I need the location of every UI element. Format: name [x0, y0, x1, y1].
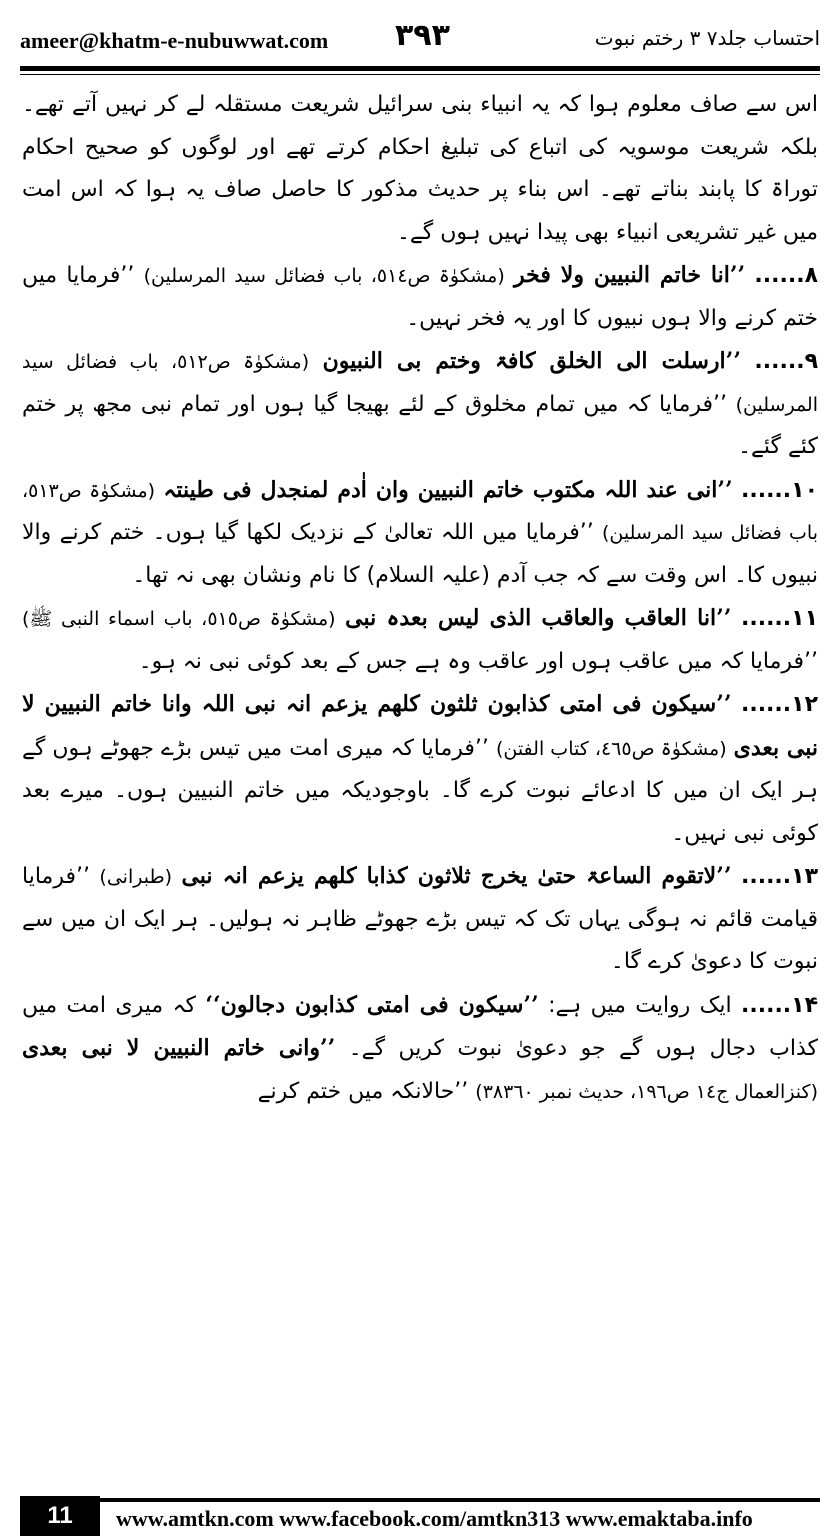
- hadith-item-14: [22, 984, 818, 1114]
- hadith-item-8: [22, 254, 818, 340]
- page-footer: [20, 1496, 820, 1536]
- source-citation: (مشکوٰۃ ص٥١٣، باب فضائل سید المرسلین): [22, 479, 818, 544]
- arabic-text: ’’لاتقوم الساعۃ حتیٰ یخرج ثلاثون کذابا کلھم یزعم انہ نبی: [181, 863, 732, 889]
- source-citation: (مشکوٰۃ ص٤٦٥، کتاب الفتن): [495, 737, 727, 760]
- translation-text: ’’فرمایا کہ میری امت میں تیس بڑے جھوٹے ہوں گے ہر ایک ان میں کا ادعائے نبوت کرے گا۔ باوجودیکہ میں خاتم النبیین ہوں۔ میرے بعد کوئی نبی نہیں۔: [22, 735, 818, 846]
- hadith-item-10: [22, 469, 818, 598]
- header-rule-thin: [20, 74, 820, 75]
- arabic-text: ’’انا العاقب والعاقب الذی لیس بعدہ نبی: [345, 605, 732, 631]
- arabic-text: ’’سیکون فی امتی کذابون دجالون‘‘: [205, 991, 539, 1018]
- item-number: ۱۱......: [741, 606, 818, 631]
- translation-text: ’’فرمایا میں ختم کرنے والا ہوں نبیوں کا اور یہ فخر نہیں۔: [22, 263, 818, 331]
- translation-text: ’’فرمایا کہ میں تمام مخلوق کے لئے بھیجا گیا ہوں اور تمام نبی مجھ پر ختم کئے گئے۔: [22, 391, 818, 459]
- source-citation: (مشکوٰۃ ص٥١٤، باب فضائل سید المرسلین): [143, 265, 505, 287]
- source-citation: (مشکوٰۃ ص٥١٥، باب اسماء النبی ﷺ): [22, 608, 336, 630]
- arabic-text: ’’سیکون فی امتی کذابون ثلثون کلھم یزعم انہ نبی اللہ وانا خاتم النبیین لا نبی بعدی: [22, 691, 818, 761]
- arabic-text: ’’انا خاتم النبیین ولا فخر: [514, 262, 746, 288]
- translation-text: ’’فرمایا کہ میں عاقب ہوں اور عاقب وہ ہے جس کے بعد کوئی نبی نہ ہو۔: [138, 648, 818, 674]
- hadith-item-13: [22, 855, 818, 984]
- hadith-item-12: [22, 683, 818, 855]
- item-number: ۱۰......: [741, 477, 818, 503]
- item-number: ۱۲......: [740, 692, 818, 717]
- translation-text: ’’فرمایا قیامت قائم نہ ہوگی یہاں تک کہ تیس بڑے جھوٹے ظاہر نہ ہولیں۔ ہر ایک ان میں سے نبوت کا دعویٰ کرے گا۔: [22, 864, 818, 974]
- hadith-item-11: [22, 597, 818, 683]
- arabic-text: ’’ارسلت الی الخلق کافۃ وختم بی النبیون: [322, 348, 741, 374]
- page-content: [22, 84, 818, 1476]
- item-number: ۹......: [754, 349, 818, 374]
- translation-text-2: ’’حالانکہ میں ختم کرنے: [257, 1078, 469, 1104]
- body-paragraph: اس سے صاف معلوم ہوا کہ یہ انبیاء بنی سرائیل شریعت مستقلہ لے کر نہیں آتے تھے۔ بلکہ شریعت موسویہ کی اتباع کی تبلیغ احکام کرتے تھے اور لوگوں کو صحیح احکام توراۃ کا پابند بناتے تھے۔ اس بناء پر حدیث مذکور کا حاصل صاف یہ ہوا کہ اس امت میں غیر تشریعی انبیاء بھی پیدا نہیں ہوں گے۔: [22, 92, 818, 245]
- item-number: ۸......: [754, 263, 818, 288]
- arabic-text: ’’انی عند اللہ مکتوب خاتم النبیین وان اٰدم لمنجدل فی طینتہ: [163, 476, 733, 503]
- item-number: ۱۳......: [741, 864, 818, 889]
- footer-urls: www.amtkn.com www.facebook.com/amtkn313 www.emaktaba.info: [116, 1506, 753, 1531]
- header-rule-thick: [20, 66, 820, 71]
- source-citation: (مشکوٰۃ ص٥١٢، باب فضائل سید المرسلین): [22, 351, 818, 416]
- arabic-text-2: ’’وانی خاتم النبیین لا نبی بعدی: [22, 1035, 336, 1061]
- hadith-item-9: [22, 340, 818, 469]
- source-citation: (کنزالعمال ج١٤ ص١٩٦، حدیث نمبر ٣٨٣٦٠): [475, 1080, 818, 1103]
- translation-text: ’’فرمایا میں اللہ تعالیٰ کے نزدیک لکھا گیا ہوں۔ ختم کرنے والا نبیوں کا۔ اس وقت سے کہ جب آدم (علیہ السلام) کا نام ونشان بھی نہ تھا۔: [22, 520, 818, 588]
- footer-page-box: 11: [20, 1496, 100, 1536]
- source-citation: (طبرانی): [99, 866, 172, 888]
- header-email: ameer@khatm-e-nubuwwat.com: [20, 28, 329, 53]
- header-book-title: احتساب جلد۷ ۳ رختم نبوت: [594, 26, 820, 50]
- intro-text: ایک روایت میں ہے:: [548, 992, 732, 1018]
- header-page-number: ۳۹۳: [395, 18, 450, 53]
- translation-text: کہ میری امت میں کذاب دجال ہوں گے جو دعویٰ نبوت کریں گے۔: [22, 992, 818, 1061]
- page-header: [20, 14, 820, 66]
- footer-rule: [100, 1498, 820, 1502]
- item-number: ۱۴......: [741, 992, 818, 1018]
